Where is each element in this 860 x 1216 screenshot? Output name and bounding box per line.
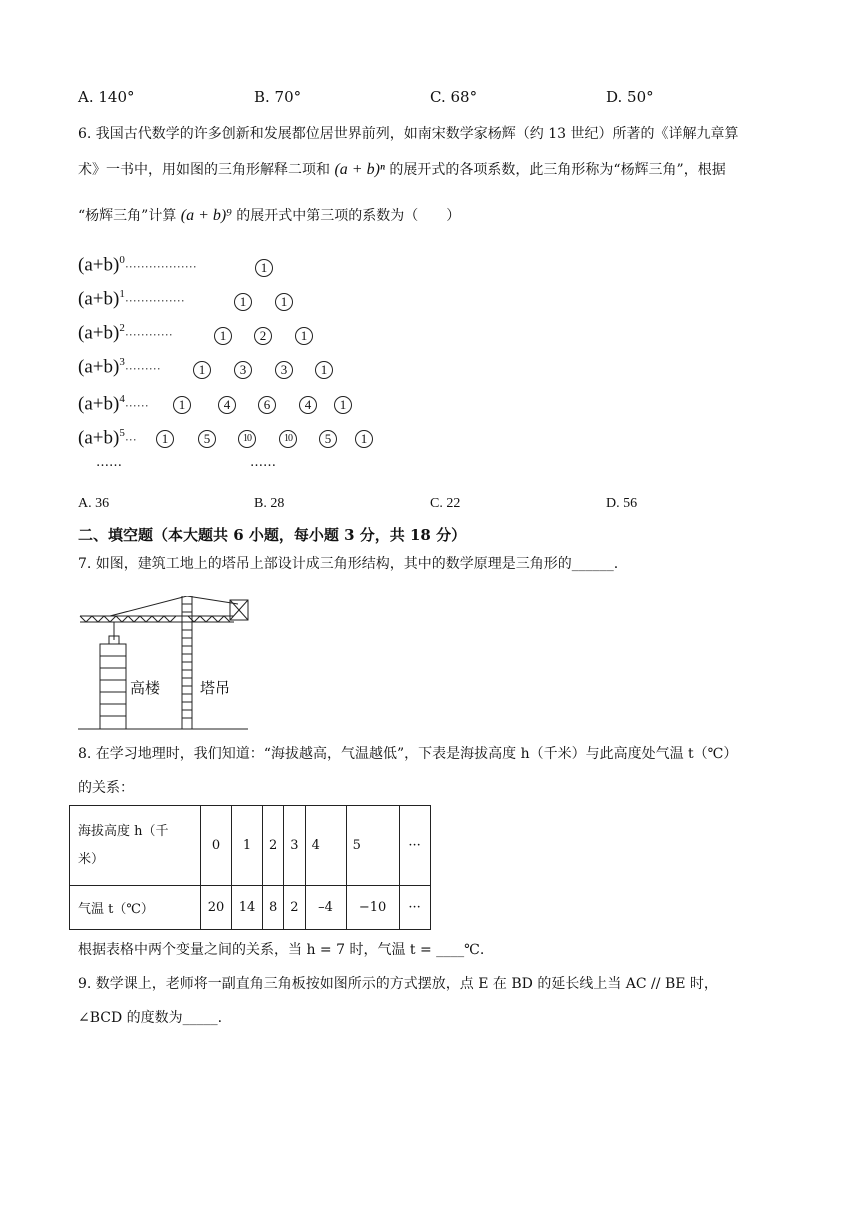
- table-cell: 2: [263, 806, 284, 886]
- q8-line-1: 8. 在学习地理时，我们知道：“海拔越高，气温越低”，下表是海拔高度 h（千米）与此高度处气温 t（℃）: [78, 746, 738, 762]
- q6-option-b: B. 28: [254, 496, 285, 511]
- q6-line-1: 6. 我国古代数学的许多创新和发展都位居世界前列，如南宋数学家杨辉（约 13 世纪）所著的《详解九章算: [78, 126, 739, 142]
- coefficient-circle: 5: [198, 430, 216, 448]
- table-header-altitude: 海拔高度 h（千 米）: [70, 806, 201, 886]
- triangle-row-1-label: $(a+b)^1\cdot\cdot\cdot\cdot\cdot\cdot\cdot\cdot\cdot\cdot\cdot\cdot\cdot\cdot\cdot$: [78, 288, 185, 310]
- q6-line-2-part-b: 的展开式的各项系数，此三角形称为“杨辉三角”，根据: [389, 162, 726, 178]
- table-row: [70, 886, 431, 930]
- table-cell: 4: [305, 806, 346, 886]
- q5-option-d: D. 50°: [606, 88, 654, 106]
- q6-option-c: C. 22: [430, 496, 461, 511]
- q5-option-a: A. 140°: [78, 88, 135, 106]
- coefficient-circle: 1: [295, 327, 313, 345]
- q6-line-3-part-b: 的展开式中第三项的系数为（ ）: [236, 208, 461, 224]
- table-cell: 14: [232, 886, 263, 930]
- table-cell: 8: [263, 886, 284, 930]
- table-cell: 2: [284, 886, 305, 930]
- coefficient-circle: 1: [156, 430, 174, 448]
- coefficient-circle: 4: [299, 396, 317, 414]
- q6-option-d: D. 56: [606, 496, 638, 511]
- coefficient-circle: 2: [254, 327, 272, 345]
- tower-crane-figure: [78, 596, 258, 732]
- coefficient-circle: 4: [218, 396, 236, 414]
- table-cell: ···: [399, 886, 430, 930]
- table-cell: −10: [346, 886, 399, 930]
- triangle-row-5-label: $(a+b)^5\cdot\cdot\cdot$: [78, 427, 137, 449]
- triangle-row-3-label: $(a+b)^3\cdot\cdot\cdot\cdot\cdot\cdot\cdot\cdot\cdot$: [78, 356, 161, 378]
- coefficient-circle: 6: [258, 396, 276, 414]
- q6-line-2: [78, 160, 726, 180]
- coefficient-circle: 10: [238, 430, 256, 448]
- coefficient-circle: 1: [355, 430, 373, 448]
- table-cell: ···: [399, 806, 430, 886]
- q8-after-table: 根据表格中两个变量之间的关系，当 h = 7 时，气温 t = ____℃.: [78, 942, 485, 958]
- building-label: 高楼: [130, 679, 161, 697]
- q9-line-1: 9. 数学课上，老师将一副直角三角板按如图所示的方式摆放，点 E 在 BD 的延长线上当 AC // BE 时，: [78, 976, 718, 992]
- coefficient-circle: 1: [193, 361, 211, 379]
- coefficient-circle: 5: [319, 430, 337, 448]
- q5-option-c: C. 68°: [430, 88, 478, 106]
- table-cell: –4: [305, 886, 346, 930]
- coefficient-circle: 1: [234, 293, 252, 311]
- triangle-row-4-label: $(a+b)^4\cdot\cdot\cdot\cdot\cdot\cdot$: [78, 393, 149, 415]
- coefficient-circle: 1: [334, 396, 352, 414]
- table-cell: 3: [284, 806, 305, 886]
- coefficient-circle: 1: [275, 293, 293, 311]
- binomial-9-expression: (a + b)⁹: [180, 207, 232, 224]
- table-cell: 1: [232, 806, 263, 886]
- coefficient-circle: 1: [214, 327, 232, 345]
- coefficient-circle: 1: [315, 361, 333, 379]
- q7-text: 7. 如图，建筑工地上的塔吊上部设计成三角形结构，其中的数学原理是三角形的______.: [78, 556, 619, 572]
- coefficient-circle: 3: [234, 361, 252, 379]
- coefficient-circle: 10: [279, 430, 297, 448]
- q6-option-a: A. 36: [78, 496, 110, 511]
- q6-line-3: [78, 206, 460, 226]
- table-cell: 5: [346, 806, 399, 886]
- coefficient-circle: 1: [255, 259, 273, 277]
- crane-label: 塔吊: [200, 679, 231, 697]
- q9-line-2: ∠BCD 的度数为_____.: [78, 1010, 223, 1026]
- q5-option-b: B. 70°: [254, 88, 302, 106]
- binomial-n-expression: (a + b)ⁿ: [334, 161, 385, 178]
- table-row: [70, 806, 431, 886]
- section-heading: 二、填空题（本大题共 6 小题，每小题 3 分，共 18 分）: [78, 526, 467, 544]
- triangle-row-0-label: $(a+b)^0\cdot\cdot\cdot\cdot\cdot\cdot\cdot\cdot\cdot\cdot\cdot\cdot\cdot\cdot\cdot\cdot\cdot\cdot$: [78, 254, 197, 276]
- coefficient-circle: 3: [275, 361, 293, 379]
- triangle-ellipsis-left: ……: [96, 455, 122, 470]
- table-cell: 0: [201, 806, 232, 886]
- table-header-temperature: 气温 t（℃）: [70, 886, 201, 930]
- altitude-temperature-table: [69, 805, 431, 930]
- q8-line-2: 的关系：: [78, 780, 134, 796]
- table-cell: 20: [201, 886, 232, 930]
- q6-line-3-part-a: “杨辉三角”计算: [78, 208, 177, 224]
- triangle-row-2-label: $(a+b)^2\cdot\cdot\cdot\cdot\cdot\cdot\cdot\cdot\cdot\cdot\cdot\cdot$: [78, 322, 173, 344]
- coefficient-circle: 1: [173, 396, 191, 414]
- q6-line-2-part-a: 术》一书中，用如图的三角形解释二项和: [78, 162, 330, 178]
- triangle-ellipsis-right: ……: [250, 455, 276, 470]
